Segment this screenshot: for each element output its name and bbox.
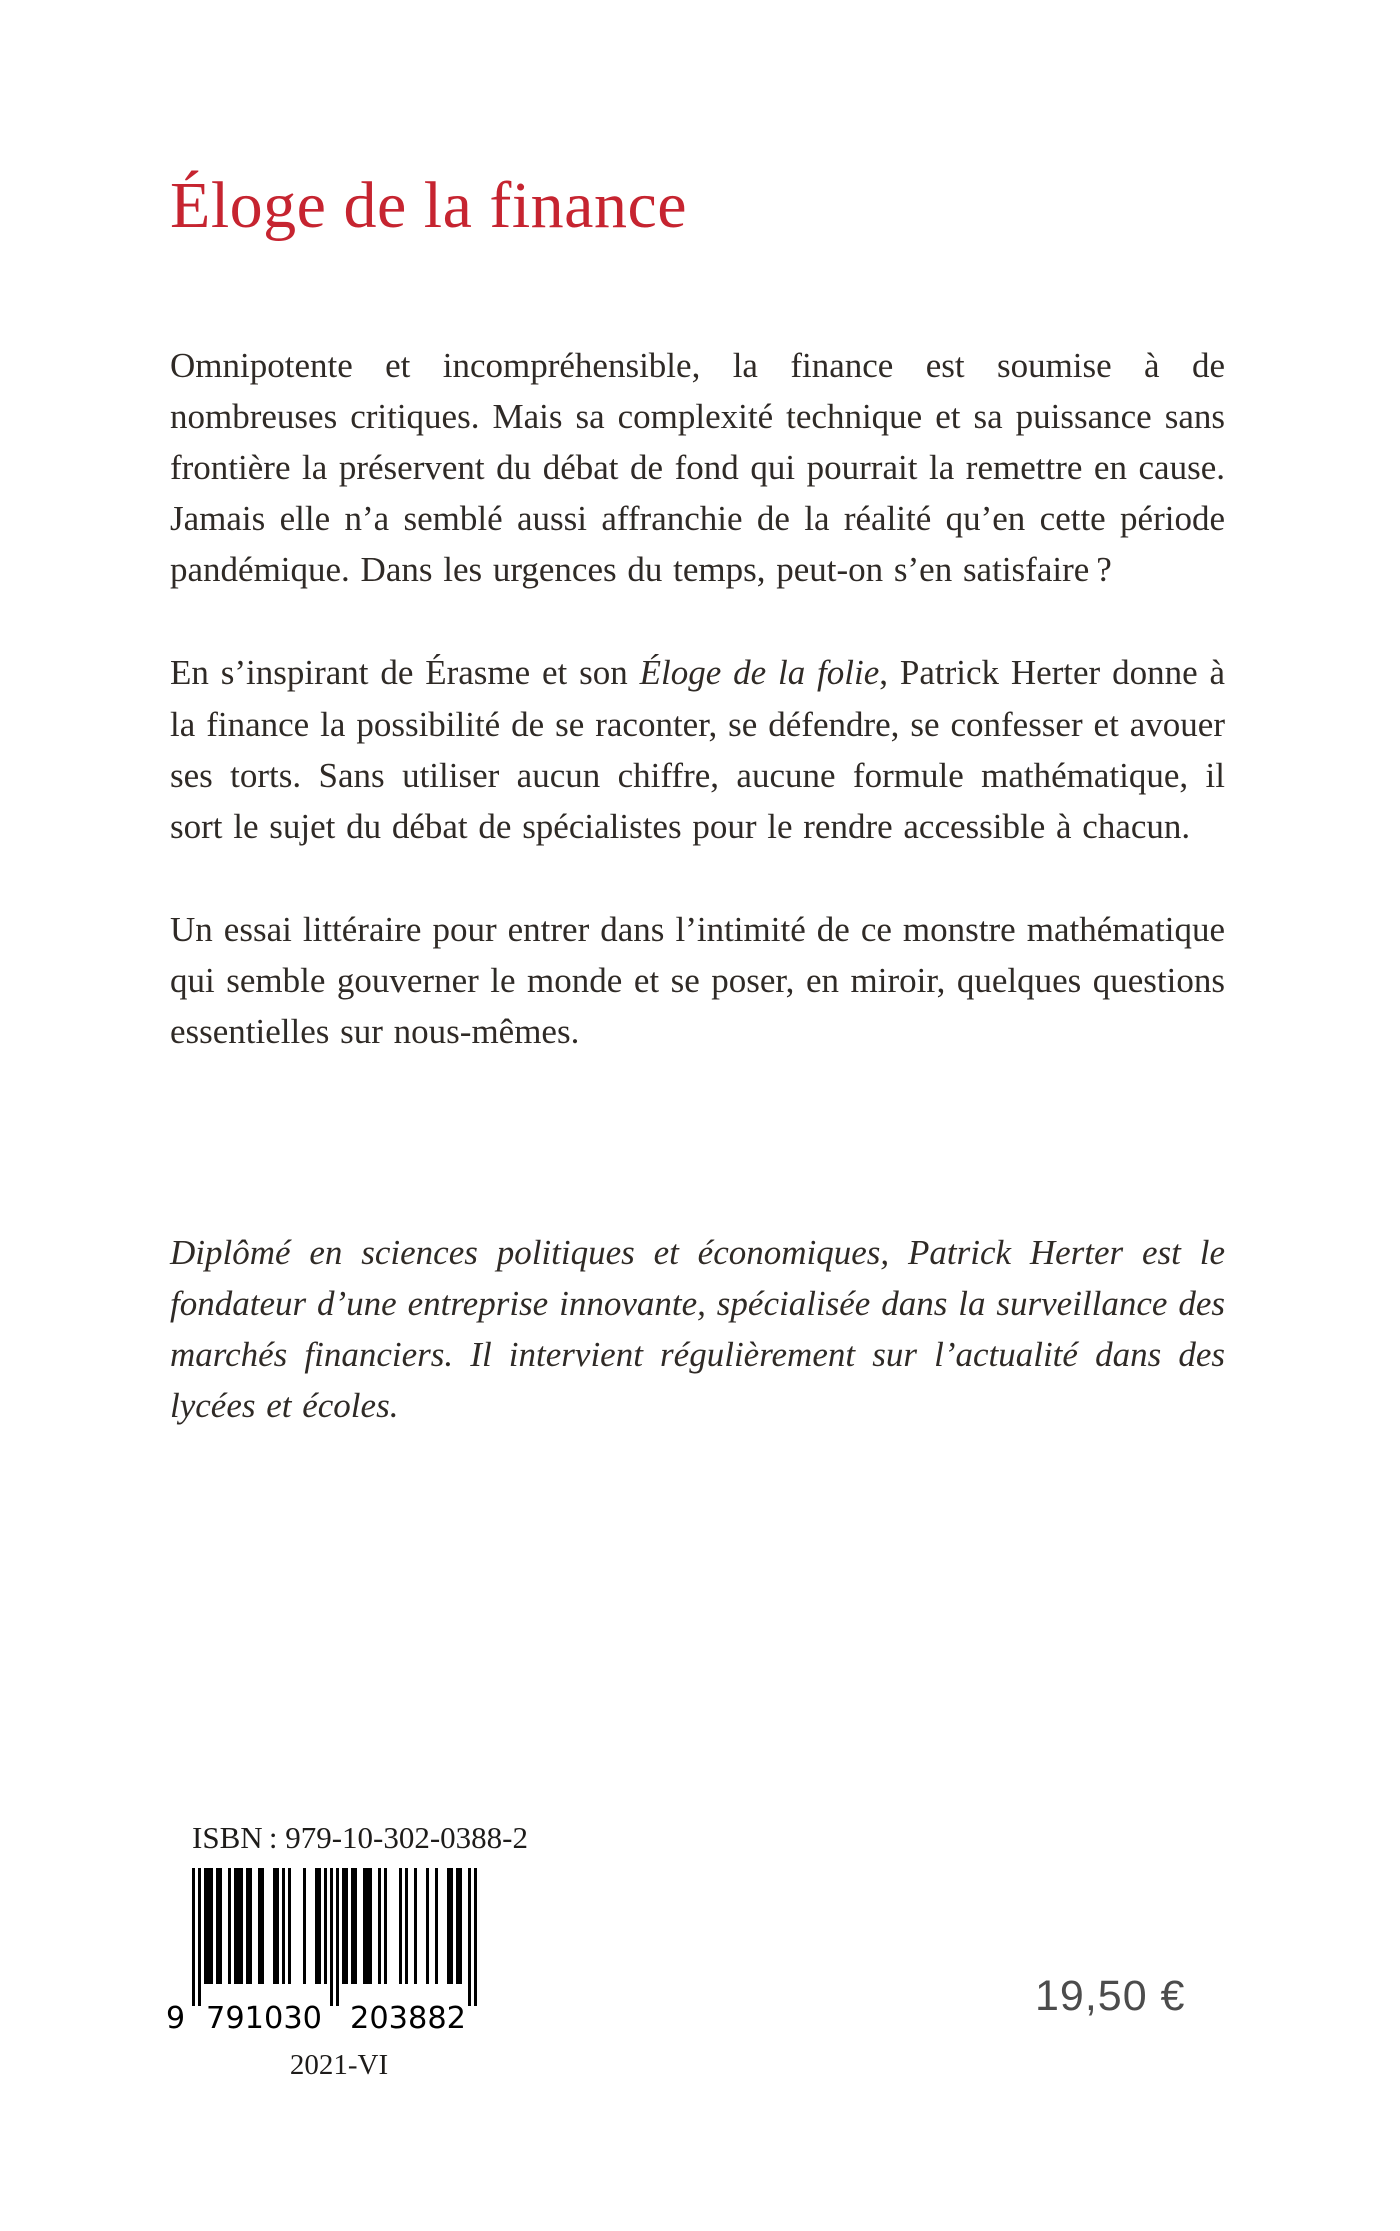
barcode-digit-first: 9	[166, 2001, 186, 2036]
paragraph-2-text-before: En s’inspirant de Érasme et son	[170, 653, 640, 693]
isbn-barcode-block	[162, 1820, 528, 2082]
barcode-digits-left: 791030	[206, 2001, 322, 2036]
paragraph-2-text-after: , Patrick Herter donne à la finance la possibilité de se raconter, se défendre, se confesser et avouer ses torts. Sans utiliser aucun chiffre, aucune formule mathématique, il sort le sujet du débat de spécialistes pour le rendre accessible à chacun.	[170, 653, 1225, 846]
ean13-barcode-svg	[162, 1868, 482, 2036]
referenced-book-title: Éloge de la folie	[639, 653, 880, 693]
paragraph-3: Un essai littéraire pour entrer dans l’intimité de ce monstre mathématique qui semble gouverner le monde et se poser, en miroir, quelques questions essentielles sur nous-mêmes.	[170, 909, 1225, 1052]
author-bio: Diplômé en sciences politiques et économiques, Patrick Herter est le fondateur d’une entreprise innovante, spécialisée dans la surveillance des marchés financiers. Il intervient régulièrement sur l’actualité dans des lycées et écoles.	[170, 1233, 1225, 1426]
paragraph-1: Omnipotente et incompréhensible, la finance est soumise à de nombreuses critiques. Mais sa complexité technique et sa puissance sans frontière la préservent du débat de fond qui pourrait la remettre en cause. Jamais elle n’a semblé aussi affranchie de la réalité qu’en cette période pandémique. Dans les urgences du temps, peut-on s’en satisfaire ?	[170, 346, 1225, 590]
paragraph-2	[170, 647, 1225, 851]
price: 19,50 €	[1035, 1972, 1186, 2020]
book-title: Éloge de la finance	[170, 169, 688, 242]
print-run-code: 2021-VI	[289, 2049, 389, 2081]
barcode-bars	[192, 1868, 477, 2006]
ean13-barcode	[162, 1868, 492, 2041]
barcode-digits-right: 203882	[350, 2001, 466, 2036]
back-cover-text-block	[170, 168, 1225, 1432]
isbn-text: ISBN : 979-10-302-0388-2	[192, 1820, 528, 1855]
